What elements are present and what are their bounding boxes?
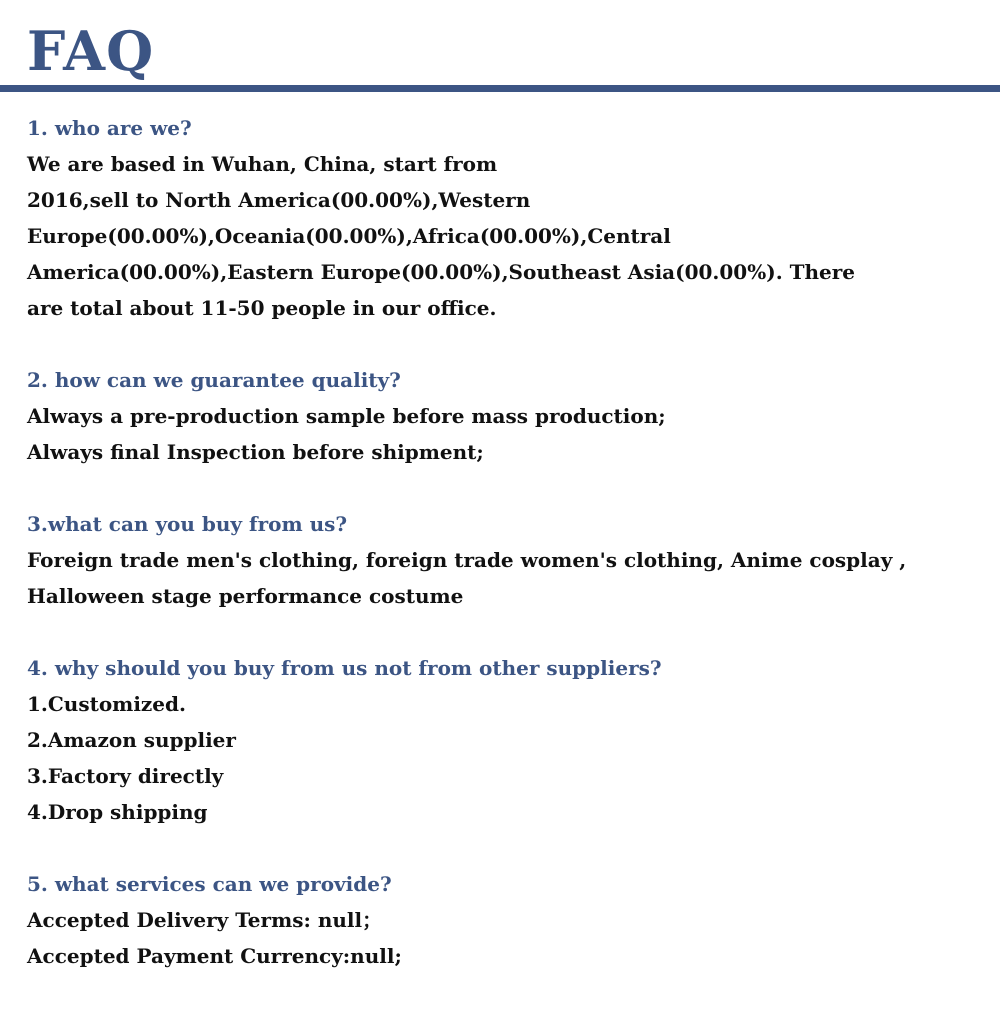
faq-question: 3.what can you buy from us? (27, 512, 348, 536)
faq-answer-line: Always a pre-production sample before mass production; (27, 404, 666, 428)
faq-question: 5. what services can we provide? (27, 872, 392, 896)
faq-list (27, 110, 987, 1010)
faq-answer-line: Halloween stage performance costume (27, 584, 464, 608)
faq-answer-line: 1.Customized. (27, 692, 186, 716)
faq-item (27, 866, 987, 974)
faq-item (27, 110, 987, 326)
faq-answer-line: Europe(00.00%),Oceania(00.00%),Africa(00.00%),Central (27, 224, 671, 248)
faq-answer-line: Always final Inspection before shipment; (27, 440, 484, 464)
faq-question: 2. how can we guarantee quality? (27, 368, 401, 392)
faq-answer-line: 3.Factory directly (27, 764, 224, 788)
page-title: FAQ (27, 19, 155, 83)
faq-question: 1. who are we? (27, 116, 192, 140)
faq-answer-line: America(00.00%),Eastern Europe(00.00%),Southeast Asia(00.00%). There (27, 260, 856, 284)
faq-answer-line: We are based in Wuhan, China, start from (27, 152, 498, 176)
faq-item (27, 506, 987, 614)
faq-answer-line: 2.Amazon supplier (27, 728, 236, 752)
faq-question: 4. why should you buy from us not from other suppliers? (27, 656, 662, 680)
faq-answer-line: 2016,sell to North America(00.00%),Western (27, 188, 531, 212)
faq-answer-line: are total about 11-50 people in our office. (27, 296, 497, 320)
faq-answer-line: Foreign trade men's clothing, foreign trade women's clothing, Anime cosplay , (27, 548, 907, 572)
faq-answer-line: Accepted Delivery Terms: null； (27, 908, 383, 932)
faq-answer-line: 4.Drop shipping (27, 800, 208, 824)
faq-item (27, 650, 987, 830)
faq-item (27, 362, 987, 470)
title-divider (0, 85, 1000, 92)
faq-answer-line: Accepted Payment Currency:null; (27, 944, 402, 968)
